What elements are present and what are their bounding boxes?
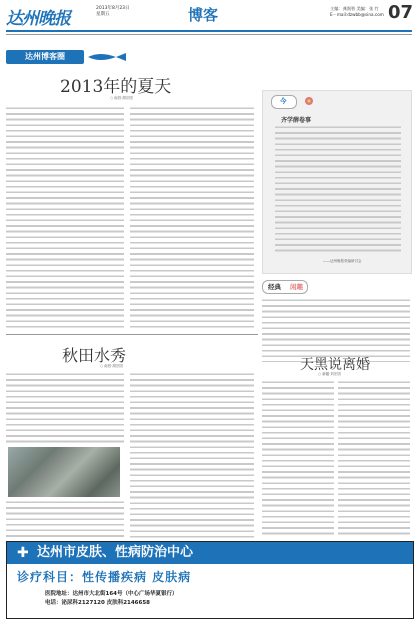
article-title-tianhuang: 天黑说离婚 — [300, 357, 370, 373]
ad-address: 医院地址：达州市大北街164号（中心广场华夏银行） — [45, 591, 178, 597]
issue-date-line1: 2013年8月23日 — [96, 6, 130, 11]
article-body-qiutian-col1b — [6, 500, 124, 538]
section-banner: 达州博客圈 — [6, 50, 84, 64]
article-body-tianhuang-col2 — [338, 380, 410, 538]
article-body-qiutian-col1 — [6, 372, 124, 444]
section-divider-left — [6, 334, 258, 335]
sidebar-column — [262, 90, 412, 274]
article-body-summer-col1 — [6, 106, 124, 328]
jingdian-label: 闲趣 — [290, 283, 303, 291]
article-body-qiutian-col2 — [130, 372, 254, 538]
article-body-summer-col2 — [130, 106, 254, 328]
article-byline-qiutian: ○ 南昌·胡宗国 — [100, 364, 123, 368]
section-title: 博客 — [188, 6, 219, 24]
sidebar-body — [275, 125, 401, 255]
editor-line2: E－mail:dzwbb@sina.com — [330, 12, 384, 17]
ad-hospital-name: 达州市皮肤、性病防治中心 — [37, 545, 194, 560]
ad-specialty: 诊疗科目：性传播疾病 皮肤病 — [17, 570, 192, 584]
page-number: 07 — [388, 2, 414, 23]
ad-contact — [45, 590, 177, 608]
issue-date — [96, 6, 130, 18]
jingdian-body — [262, 298, 410, 362]
article-byline-tianhuang: ○ 新疆·刘宏国 — [318, 372, 341, 376]
article-byline-summer: ○ 南昌·胡宗国 — [110, 96, 133, 100]
article-title-summer: 2013年的夏天 — [60, 77, 172, 97]
newspaper-logo: 达州晚报 — [6, 9, 70, 29]
header-rule — [6, 30, 412, 32]
cross-icon: ✚ — [17, 545, 29, 561]
hospital-advertisement — [6, 541, 414, 619]
editor-line1: 主编：龚润智 美编：张 竹 — [330, 6, 379, 11]
fish-icon — [86, 52, 134, 62]
landscape-photo — [8, 447, 120, 497]
article-title-qiutian: 秋田水秀 — [62, 346, 127, 365]
ad-phone: 电话：泌尿科2127120 皮肤科2146658 — [45, 600, 150, 606]
jingdian-badge: 经典 — [268, 283, 281, 291]
sidebar-byline: ——达州晚报采编研讨会 — [323, 259, 362, 263]
flower-icon — [299, 93, 319, 109]
header-rule-thin — [6, 34, 412, 35]
editor-credits — [330, 6, 384, 18]
article-body-tianhuang-col1 — [262, 380, 334, 538]
issue-date-line2: 星期五 — [96, 12, 110, 17]
sidebar-badge: 今 — [280, 97, 287, 105]
ad-header — [7, 542, 413, 564]
sidebar-title: 齐学薛卷事 — [281, 117, 312, 124]
